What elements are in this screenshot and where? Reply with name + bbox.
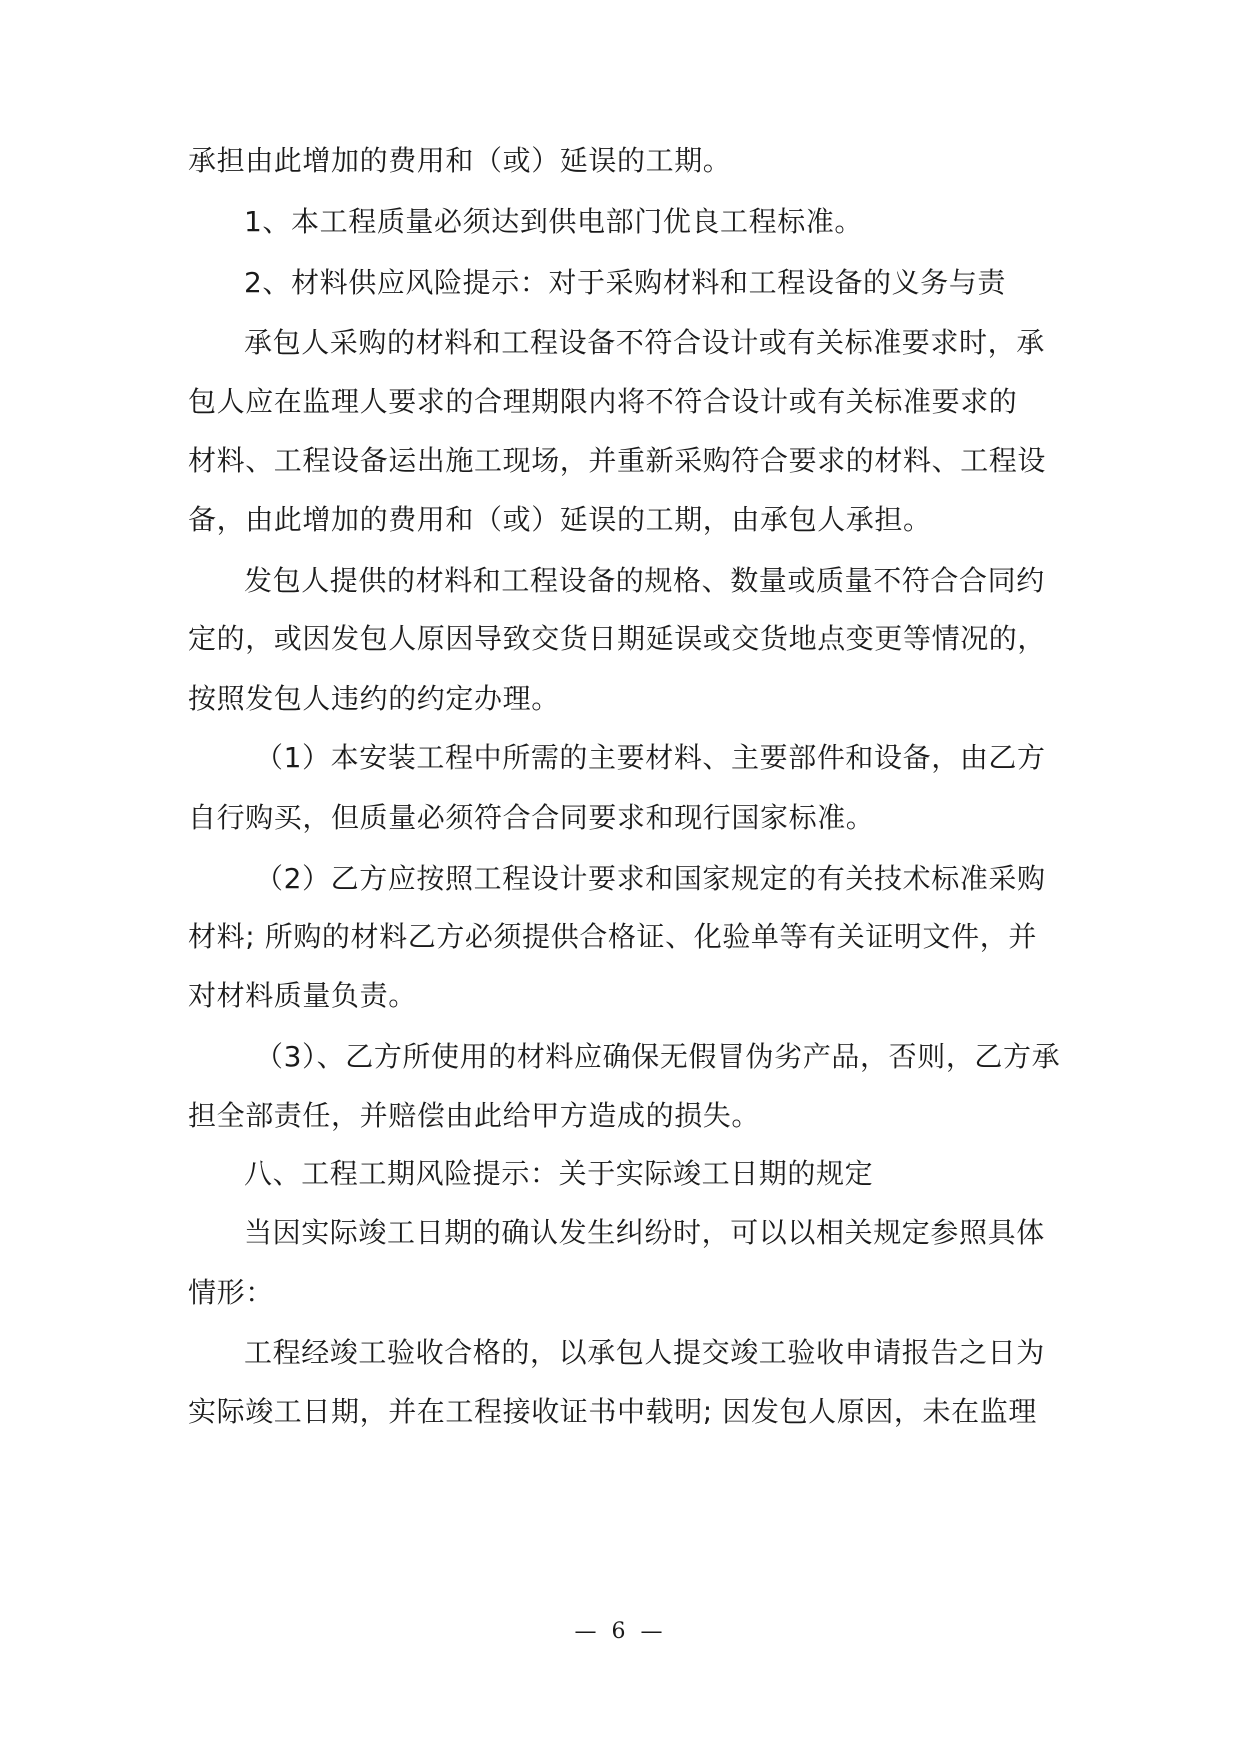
- text-line: 材料; 所购的材料乙方必须提供合格证、化验单等有关证明文件，并: [188, 920, 1037, 953]
- text-line: 按照发包人违约的约定办理。: [188, 682, 560, 715]
- text-line: （3）、乙方所使用的材料应确保无假冒伪劣产品，否则，乙方承: [255, 1040, 1061, 1073]
- text-line: 实际竣工日期，并在工程接收证书中载明; 因发包人原因，未在监理: [188, 1395, 1037, 1428]
- text-line: 定的，或因发包人原因导致交货日期延误或交货地点变更等情况的，: [188, 622, 1047, 655]
- page-number: — 6 —: [574, 1619, 667, 1644]
- text-line: 备，由此增加的费用和（或）延误的工期，由承包人承担。: [188, 503, 932, 536]
- text-line: 担全部责任，并赔偿由此给甲方造成的损失。: [188, 1099, 761, 1132]
- text-line: 1、本工程质量必须达到供电部门优良工程标准。: [244, 205, 864, 238]
- section-heading: 八、工程工期风险提示：关于实际竣工日期的规定: [244, 1157, 874, 1190]
- text-line: 工程经竣工验收合格的，以承包人提交竣工验收申请报告之日为: [244, 1336, 1045, 1369]
- text-line: 承包人采购的材料和工程设备不符合设计或有关标准要求时，承: [244, 326, 1045, 359]
- text-line: 情形：: [188, 1276, 274, 1309]
- text-line: 发包人提供的材料和工程设备的规格、数量或质量不符合合同约: [244, 564, 1045, 597]
- text-line: 材料、工程设备运出施工现场，并重新采购符合要求的材料、工程设: [188, 444, 1047, 477]
- text-line: 2、材料供应风险提示：对于采购材料和工程设备的义务与责: [244, 266, 1007, 299]
- text-line: （2）乙方应按照工程设计要求和国家规定的有关技术标准采购: [255, 862, 1046, 895]
- text-line: （1）本安装工程中所需的主要材料、主要部件和设备，由乙方: [255, 741, 1046, 774]
- text-line: 当因实际竣工日期的确认发生纠纷时，可以以相关规定参照具体: [244, 1216, 1045, 1249]
- text-line: 包人应在监理人要求的合理期限内将不符合设计或有关标准要求的: [188, 385, 1018, 418]
- text-line: 对材料质量负责。: [188, 979, 417, 1012]
- text-line: 自行购买，但质量必须符合合同要求和现行国家标准。: [188, 801, 875, 834]
- text-line: 承担由此增加的费用和（或）延误的工期。: [188, 144, 732, 177]
